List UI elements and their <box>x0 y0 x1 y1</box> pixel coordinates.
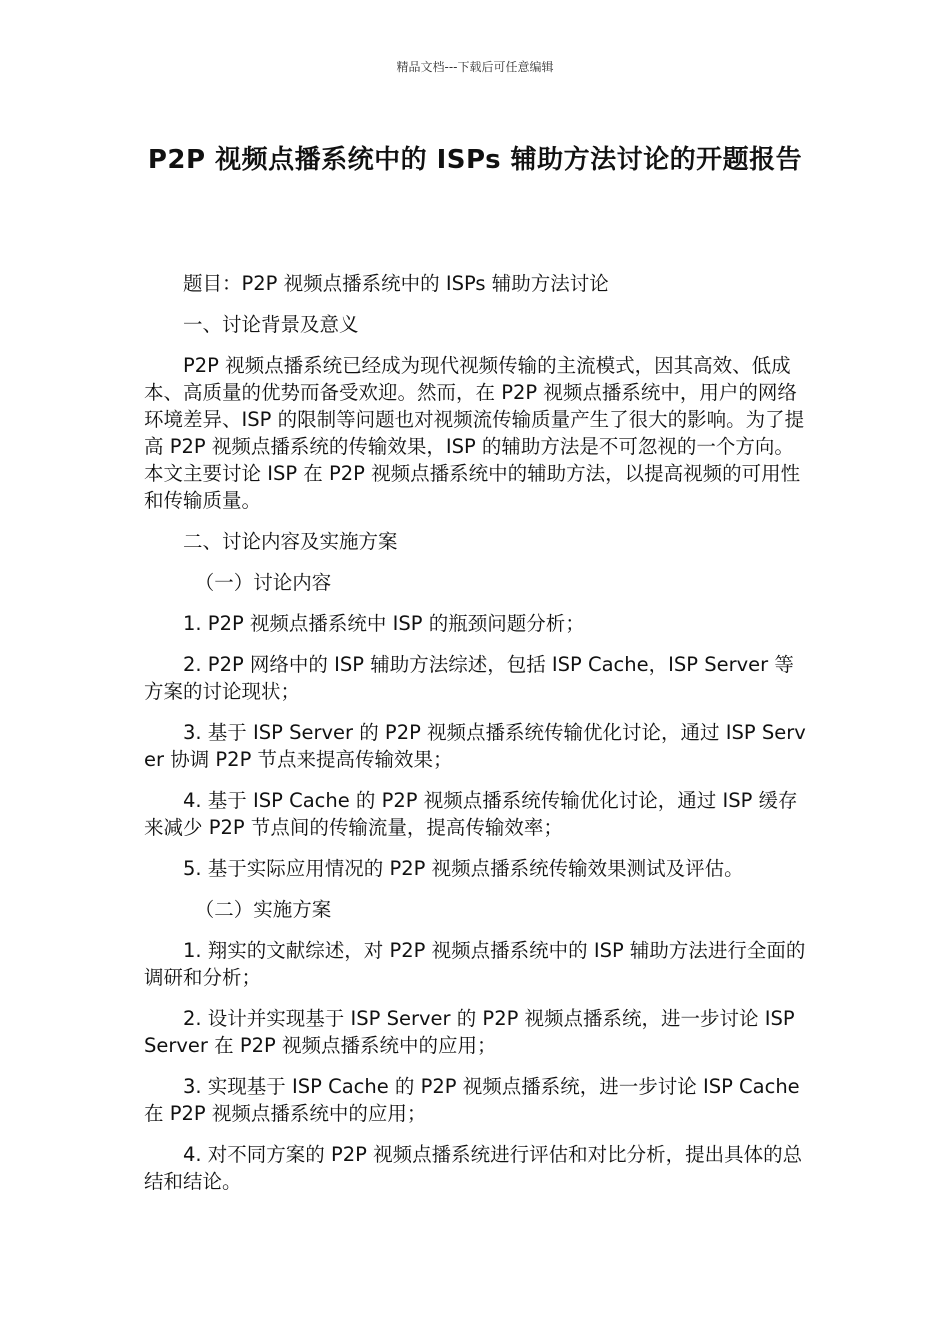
paragraph: 4. 对不同方案的 P2P 视频点播系统进行评估和对比分析，提出具体的总结和结论。 <box>144 1143 803 1193</box>
paragraph: P2P 视频点播系统已经成为现代视频传输的主流模式，因其高效、低成本、高质量的优势而备受欢迎。然而，在 P2P 视频点播系统中，用户的网络环境差异、ISP 的限制等问题也对视频流传输质量产生了很大的影响。为了提高 P2P 视频点播系统的传输效果，ISP 的辅助方法是不可忽视的一个方向。本文主要讨论 ISP 在 P2P 视频点播系统中的辅助方法，以提高视频的可用性和传输质量。 <box>144 354 805 512</box>
paragraph: 2. 设计并实现基于 ISP Server 的 P2P 视频点播系统，进一步讨论 ISP Server 在 P2P 视频点播系统中的应用； <box>144 1007 795 1057</box>
document-title: P2P 视频点播系统中的 ISPs 辅助方法讨论的开题报告 <box>147 145 803 175</box>
subsection-heading: （二）实施方案 <box>194 898 332 921</box>
header-note: 精品文档---下载后可任意编辑 <box>396 60 554 74</box>
paragraph: 1. P2P 视频点播系统中 ISP 的瓶颈问题分析； <box>183 612 585 635</box>
document-body <box>144 270 806 1209</box>
paragraph: 二、讨论内容及实施方案 <box>183 530 398 553</box>
paragraph: 5. 基于实际应用情况的 P2P 视频点播系统传输效果测试及评估。 <box>183 857 744 880</box>
paragraph: 2. P2P 网络中的 ISP 辅助方法综述，包括 ISP Cache，ISP Server 等方案的讨论现状； <box>144 653 794 703</box>
paragraph: 题目：P2P 视频点播系统中的 ISPs 辅助方法讨论 <box>183 272 609 295</box>
paragraph: 1. 翔实的文献综述，对 P2P 视频点播系统中的 ISP 辅助方法进行全面的调研和分析； <box>144 939 806 989</box>
paragraph: 3. 实现基于 ISP Cache 的 P2P 视频点播系统，进一步讨论 ISP Cache 在 P2P 视频点播系统中的应用； <box>144 1075 800 1125</box>
paragraph: 一、讨论背景及意义 <box>183 313 359 336</box>
paragraph: 4. 基于 ISP Cache 的 P2P 视频点播系统传输优化讨论，通过 ISP 缓存来减少 P2P 节点间的传输流量，提高传输效率； <box>144 789 798 839</box>
paragraph: 3. 基于 ISP Server 的 P2P 视频点播系统传输优化讨论，通过 ISP Server 协调 P2P 节点来提高传输效果； <box>144 721 806 771</box>
subsection-heading: （一）讨论内容 <box>194 571 332 594</box>
